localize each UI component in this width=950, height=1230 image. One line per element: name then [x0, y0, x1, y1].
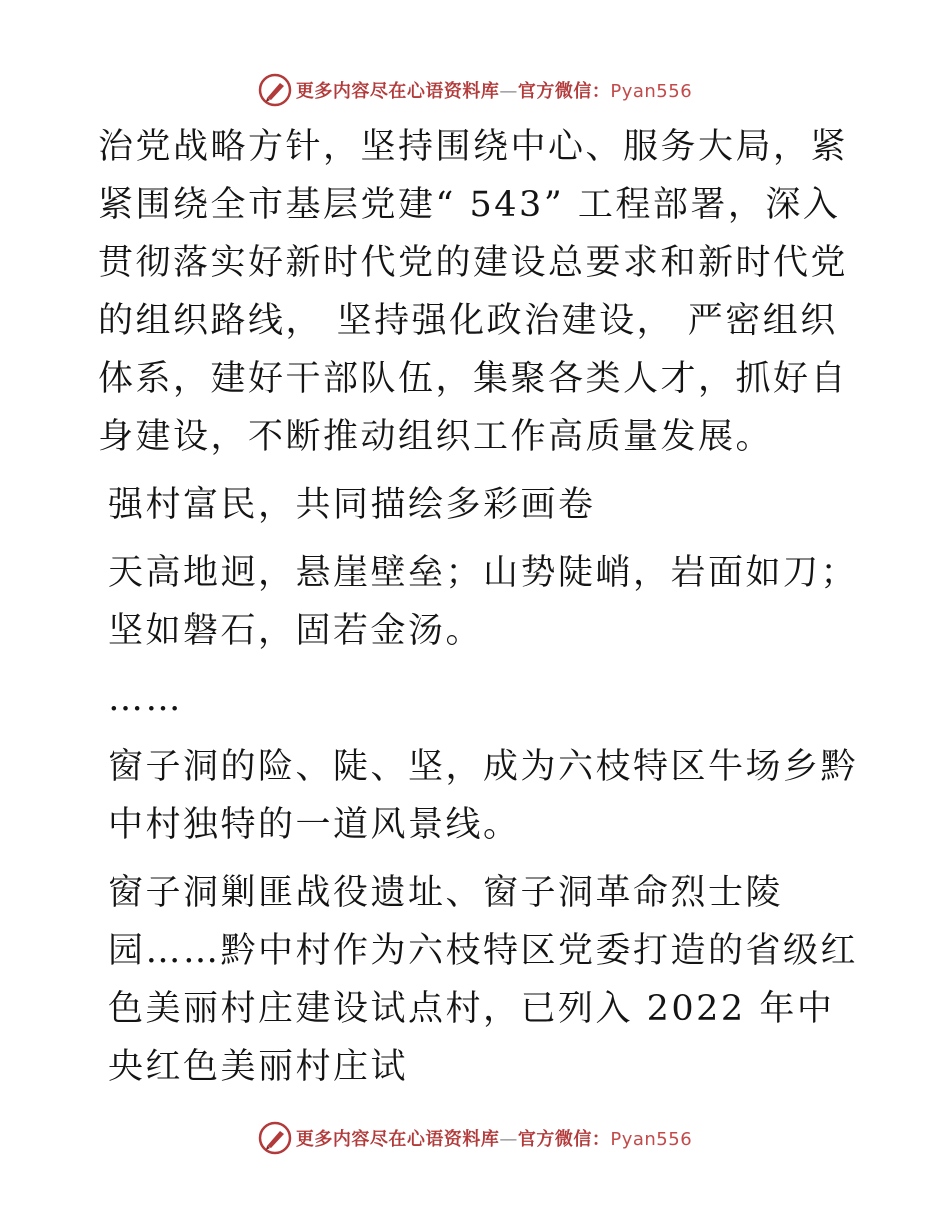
watermark-text: 更多内容尽在心语资料库—官方微信：Pyan556 — [295, 1129, 693, 1150]
ellipsis-line: …… — [108, 679, 183, 719]
header-watermark — [0, 70, 950, 110]
paragraph: 窗子洞的险、陡、坚，成为六枝特区牛场乡黔中村独特的一道风景线。 — [108, 747, 859, 845]
paragraph: 窗子洞剿匪战役遗址、窗子洞革命烈士陵园……黔中村作为六枝特区党委打造的省级红色美丽村庄建设试点村，已列入 2022 年中央红色美丽村庄试 — [108, 873, 859, 1087]
paragraph: 治党战略方针，坚持围绕中心、服务大局，紧紧围绕全市基层党建“ 543” 工程部署，深入贯彻落实好新时代党的建设总要求和新时代党的组织路线， 坚持强化政治建设， 严密组织体系，建好干部队伍，集聚各类人才，抓好自身建设，不断推动组织工作高质量发展。 — [98, 127, 849, 457]
paragraph: 天高地迥，悬崖壁垒；山势陡峭，岩面如刀；坚如磐石，固若金汤。 — [108, 553, 859, 651]
section-heading: 强村富民，共同描绘多彩画卷 — [108, 485, 596, 525]
watermark-text: 更多内容尽在心语资料库—官方微信：Pyan556 — [295, 81, 693, 102]
pen-logo-icon — [258, 73, 292, 107]
pen-logo-icon — [258, 1121, 292, 1155]
document-body — [98, 118, 858, 1106]
footer-watermark — [0, 1118, 950, 1158]
